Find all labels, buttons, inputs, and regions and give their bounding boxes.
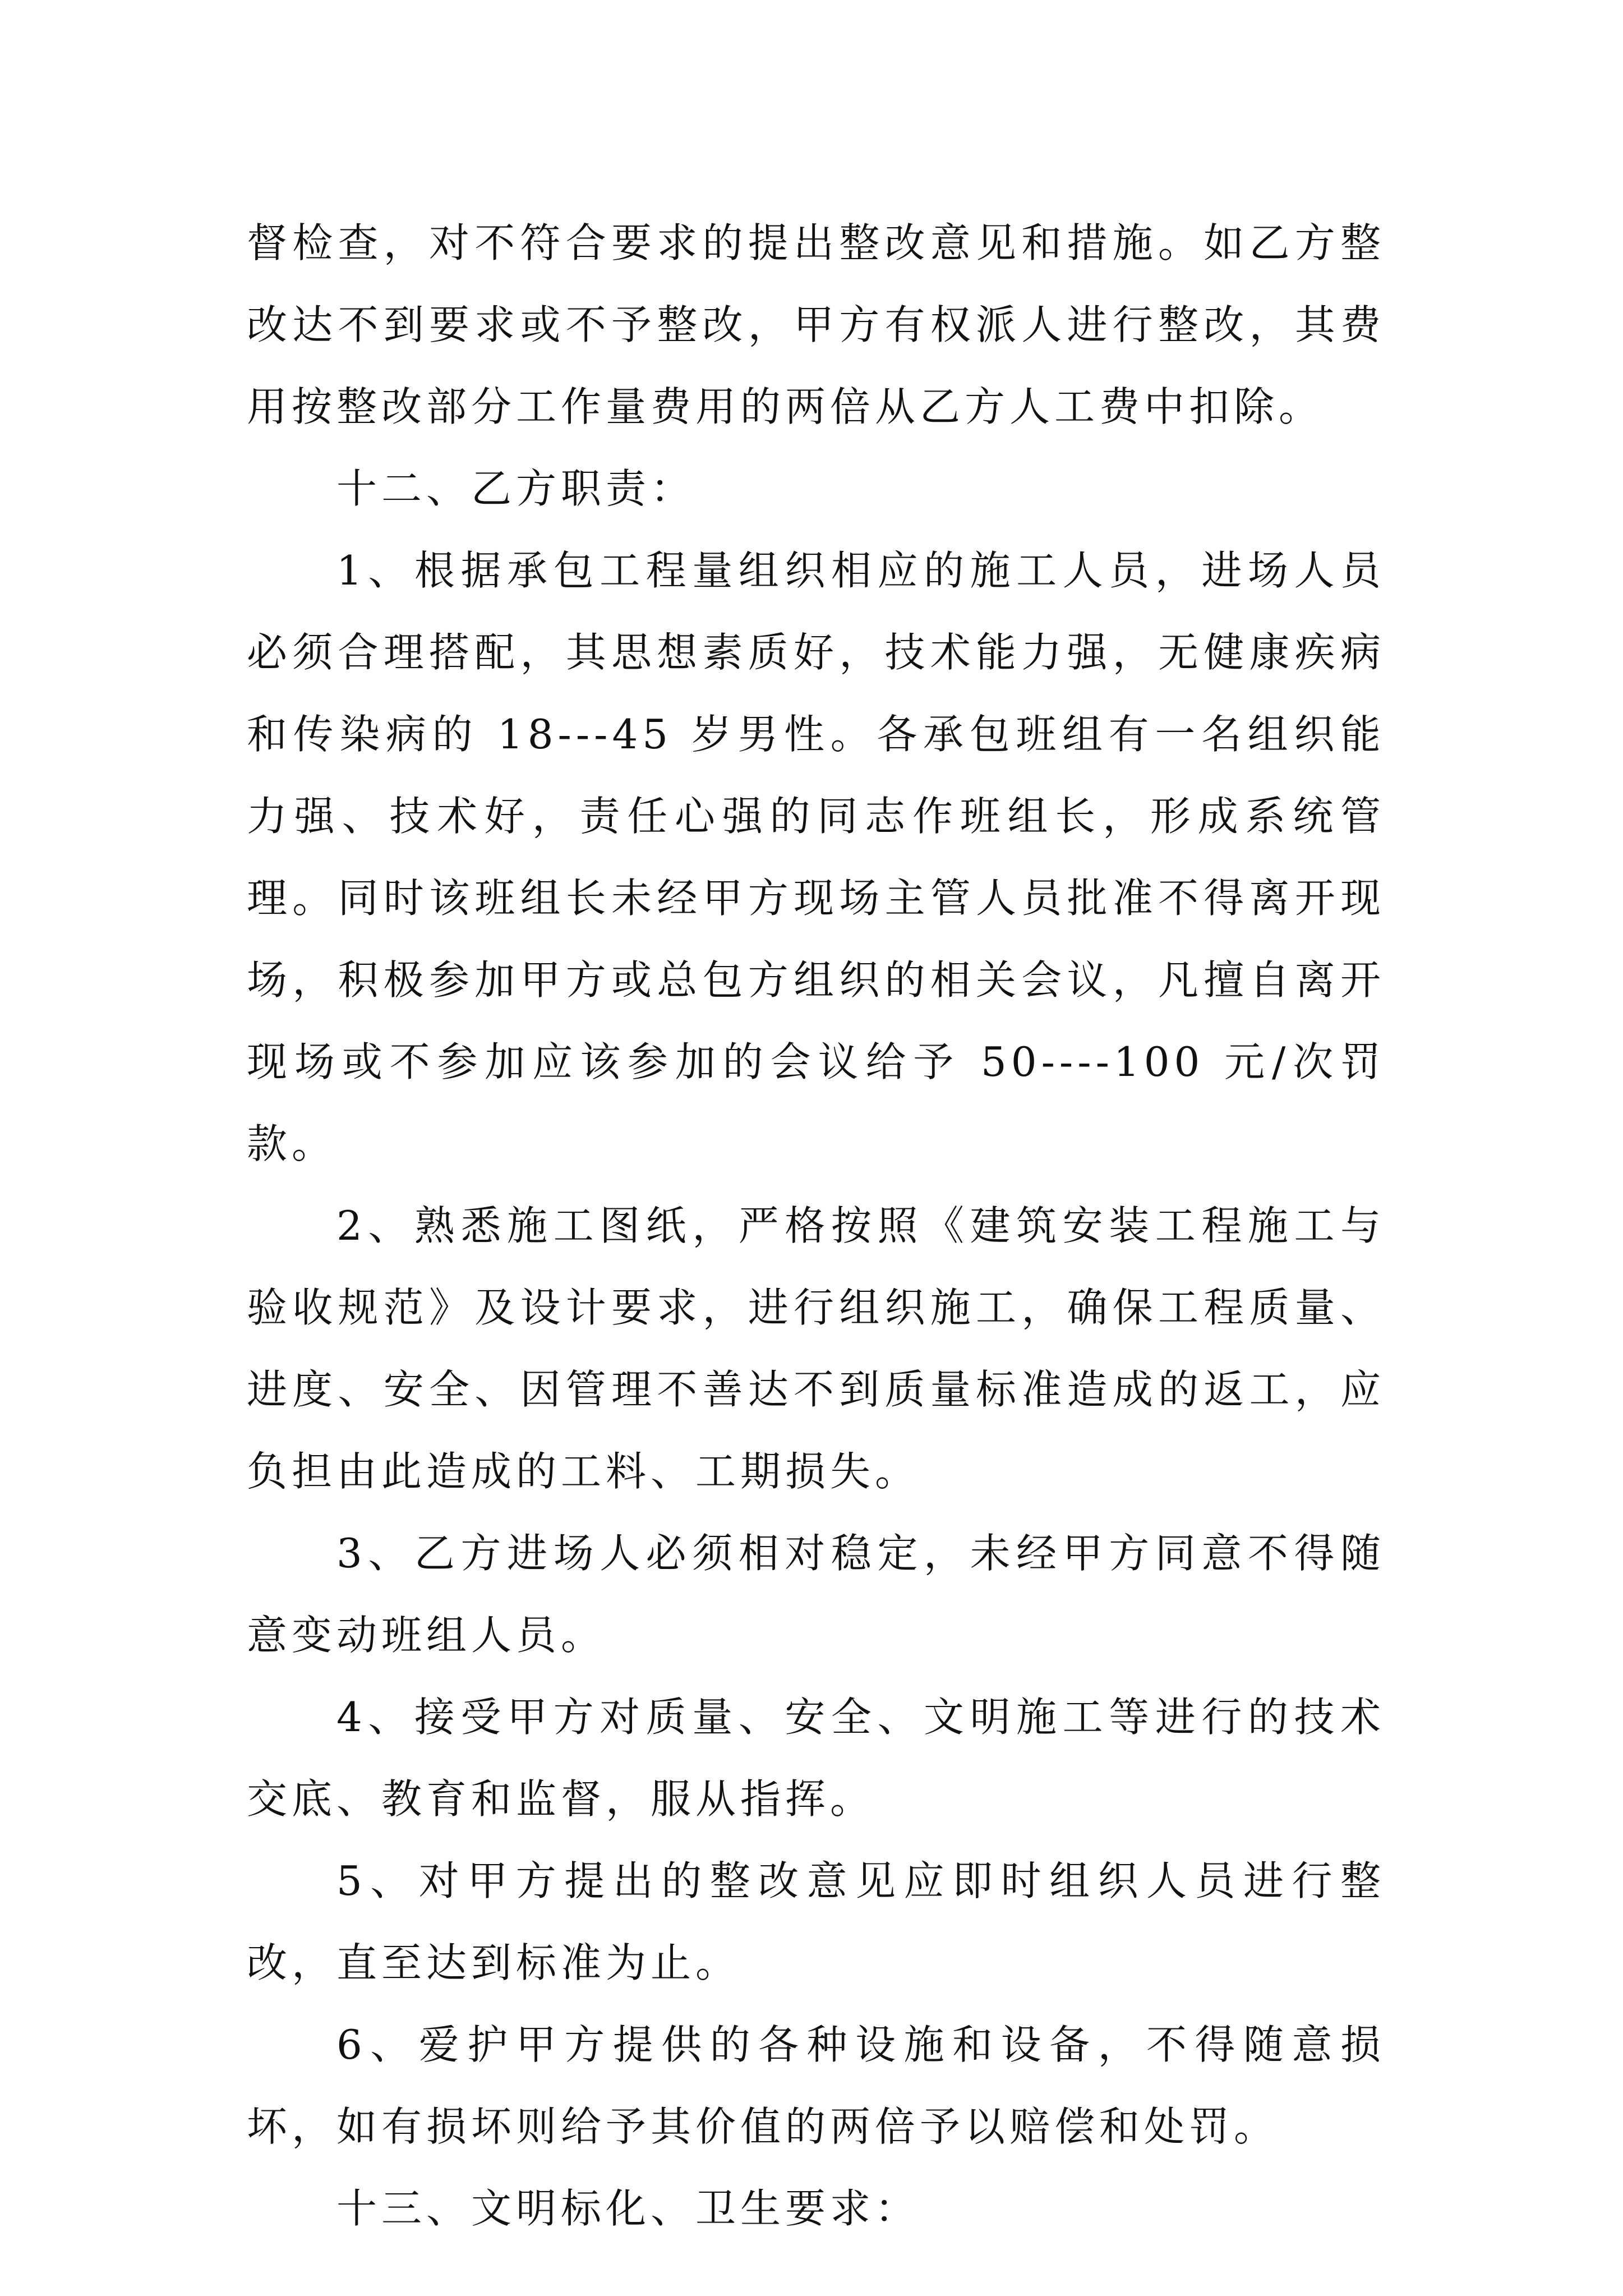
list-item-3: 3、乙方进场人必须相对稳定，未经甲方同意不得随意变动班组人员。 <box>247 1530 1385 1659</box>
paragraph-continuation: 督检查，对不符合要求的提出整改意见和措施。如乙方整改达不到要求或不予整改，甲方有权派人进行整改，其费用按整改部分工作量费用的两倍从乙方人工费中扣除。 <box>247 219 1385 430</box>
list-item-6: 6、爱护甲方提供的各种设施和设备，不得随意损坏，如有损坏则给予其价值的两倍予以赔偿和处罚。 <box>247 2021 1385 2150</box>
section-heading-13: 十三、文明标化、卫生要求： <box>336 2185 920 2232</box>
list-item-5: 5、对甲方提出的整改意见应即时组织人员进行整改，直至达到标准为止。 <box>247 1857 1385 1986</box>
list-item-1: 1、根据承包工程量组织相应的施工人员，进场人员必须合理搭配，其思想素质好，技术能力强，无健康疾病和传染病的 18---45 岁男性。各承包班组有一名组织能力强、技术好，责任心强的同志作班组长，形成系统管理。同时该班组长未经甲方现场主管人员批准不得离开现场，积极参加甲方或总包方组织的相关会议，凡擅自离开现场或不参加应该参加的会议给予 50----100 元/次罚款。 <box>247 547 1385 1167</box>
document-body <box>247 202 1385 2249</box>
list-item-2: 2、熟悉施工图纸，严格按照《建筑安装工程施工与验收规范》及设计要求，进行组织施工，确保工程质量、进度、安全、因管理不善达不到质量标准造成的返工，应负担由此造成的工料、工期损失。 <box>247 1202 1385 1495</box>
list-item-4: 4、接受甲方对质量、安全、文明施工等进行的技术交底、教育和监督，服从指挥。 <box>247 1694 1385 1823</box>
section-heading-12: 十二、乙方职责： <box>336 465 696 512</box>
